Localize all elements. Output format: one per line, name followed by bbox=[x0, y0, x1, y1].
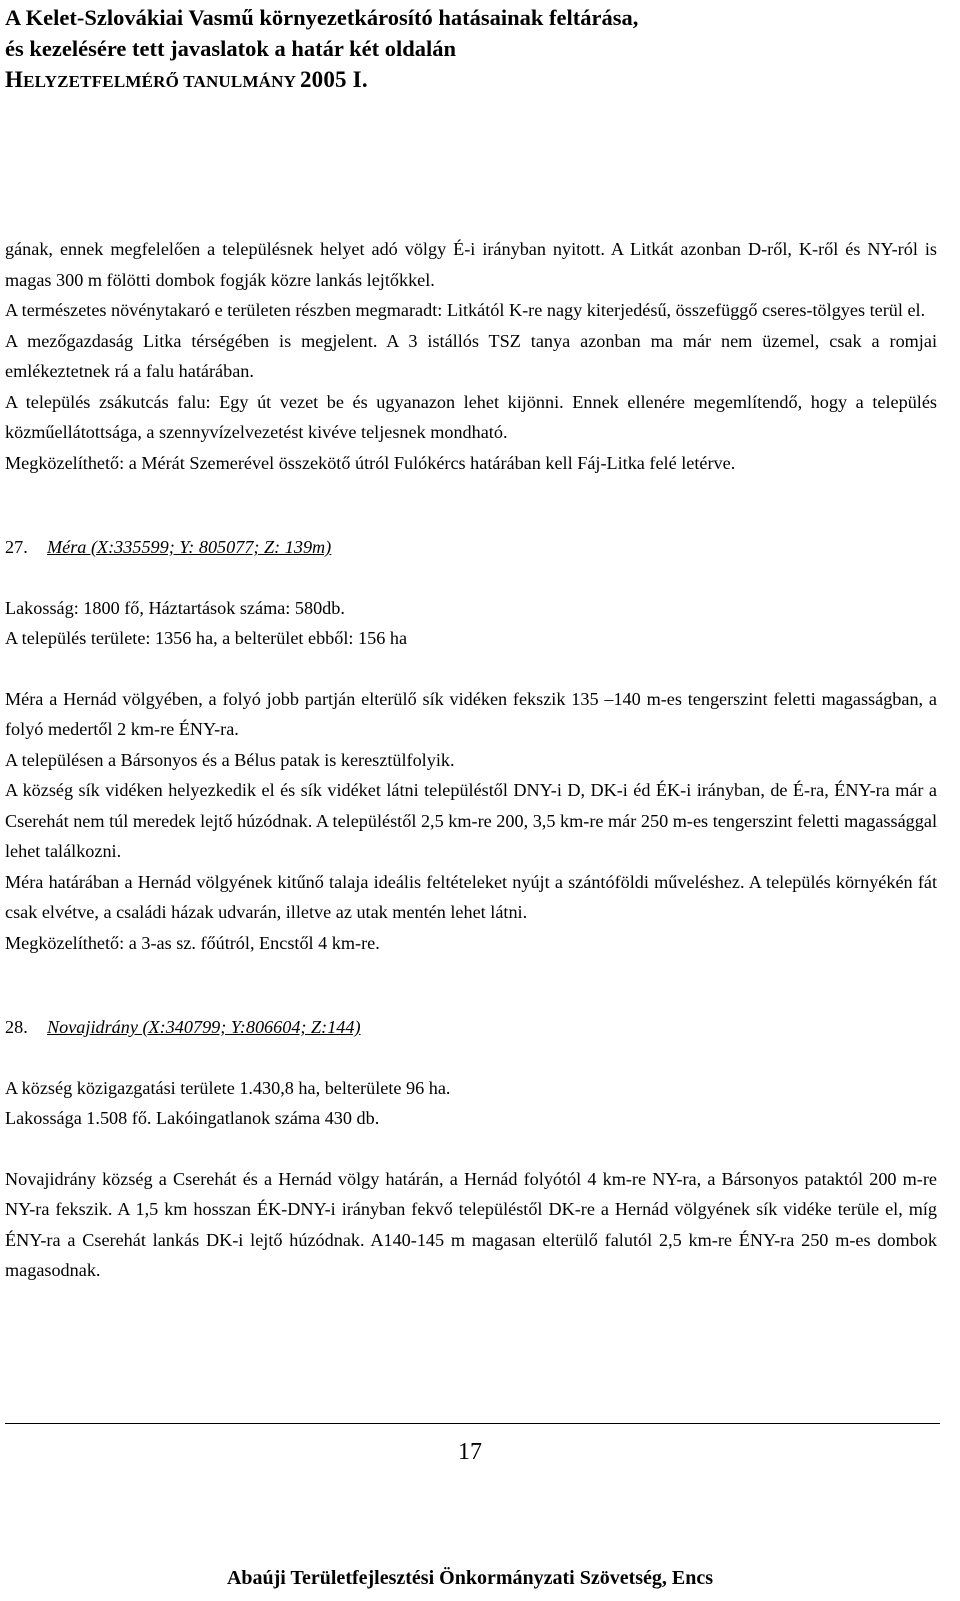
intro-paragraph-4: A település zsákutcás falu: Egy út vezet be és ugyanazon lehet kijönni. Ennek ellenére megemlítendő, hogy a település közműellátottsága, a szennyvízelvezetést kivéve teljesnek mondható. bbox=[5, 391, 937, 442]
section-27-paragraph-1: Méra a Hernád völgyében, a folyó jobb partján elterülő sík vidéken fekszik 135 –140 m-es tengerszint feletti magasságban, a folyó medertől 2 km-re ÉNY-ra. bbox=[5, 688, 937, 739]
intro-paragraph-3: A mezőgazdaság Litka térségében is megjelent. A 3 istállós TSZ tanya azonban ma már nem üzemel, csak a romjai emlékeztetnek rá a falu határában. bbox=[5, 330, 937, 381]
intro-paragraph-5: Megközelíthető: a Mérát Szemerével összekötő útról Fulókércs határában kell Fáj-Litka felé letérve. bbox=[5, 452, 736, 473]
section-27-number: 27. bbox=[5, 537, 28, 557]
header-title-line-2: és kezelésére tett javaslatok a határ két oldalán bbox=[5, 36, 456, 61]
header-small-caps: ELYZETFELMÉRŐ TANULMÁNY bbox=[23, 72, 300, 91]
intro-paragraph-1: gának, ennek megfelelően a településnek helyet adó völgy É-i irányban nyitott. A Litkát azonban D-ről, K-ről és NY-ról is magas 300 m fölötti dombok fogják közre lankás lejtőkkel. bbox=[5, 239, 937, 290]
header-title-line-3 bbox=[5, 64, 955, 97]
section-28-paragraph-1: Novajidrány község a Cserehát és a Hernád völgy határán, a Hernád folyótól 4 km-re NY-ra, a Bársonyos pataktól 200 m-re NY-ra fekszik. A 1,5 km hosszan ÉK-DNY-i irányban fekvő településtől DK-re a Hernád völgyének sík vidéke terüle el, míg ÉNY-ra a Cserehát lankás DK-i lejtő húzódnak. A140-145 m magasan elterülő falutól 2,5 km-re ÉNY-ra 250 m-es dombok magasodnak. bbox=[5, 1168, 937, 1280]
section-28-title bbox=[5, 1012, 937, 1043]
footer-divider bbox=[5, 1423, 940, 1424]
section-27-paragraph-2: A településen a Bársonyos és a Bélus patak is keresztülfolyik. bbox=[5, 749, 455, 770]
header-lead-letter: H bbox=[5, 67, 24, 92]
section-27-fact-2: A település területe: 1356 ha, a belterület ebből: 156 ha bbox=[5, 628, 408, 648]
section-27-paragraph-4: Méra határában a Hernád völgyének kitűnő talaja ideális feltételeket nyújt a szántóföldi műveléshez. A település környékén fát csak elvétve, a családi házak udvarán, illetve az utak mentén lehet látni. bbox=[5, 871, 937, 922]
section-27-name: Méra (X:335599; Y: 805077; Z: 139m) bbox=[47, 537, 332, 557]
section-27-title bbox=[5, 532, 937, 563]
intro-paragraph-2: A természetes növénytakaró e területen részben megmaradt: Litkától K-re nagy kiterjedésű, összefüggő cseres-tölgyes terül el. bbox=[5, 300, 926, 320]
section-27-paragraph-5: Megközelíthető: a 3-as sz. főútról, Encstől 4 km-re. bbox=[5, 932, 380, 953]
document-footer: Abaúji Területfejlesztési Önkormányzati Szövetség, Encs bbox=[226, 1567, 714, 1589]
header-year: 2005 I. bbox=[299, 67, 368, 92]
section-27-paragraph-3: A község sík vidéken helyezkedik el és sík vidéket látni településtől DNY-i D, DK-i éd ÉK-i irányban, de É-ra, ÉNY-ra már a Cserehát nem túl meredek lejtő húzódnak. A településtől 2,5 km-re 200, 3,5 km-re már 250 m-es tengerszint feletti magassággal lehet találkozni. bbox=[5, 780, 937, 861]
document-body bbox=[5, 234, 937, 1286]
section-28-fact-2: Lakossága 1.508 fő. Lakóingatlanok száma 430 db. bbox=[5, 1108, 380, 1128]
header-title-line-1: A Kelet-Szlovákiai Vasmű környezetkárosító hatásainak feltárása, bbox=[5, 5, 639, 30]
section-28-name: Novajidrány (X:340799; Y:806604; Z:144) bbox=[47, 1017, 361, 1037]
document-header bbox=[5, 2, 955, 97]
section-27-fact-1: Lakosság: 1800 fő, Háztartások száma: 580db. bbox=[5, 597, 345, 618]
page-number: 17 bbox=[458, 1439, 482, 1465]
section-28-fact-1: A község közigazgatási területe 1.430,8 ha, belterülete 96 ha. bbox=[5, 1077, 451, 1098]
section-28-number: 28. bbox=[5, 1017, 28, 1037]
